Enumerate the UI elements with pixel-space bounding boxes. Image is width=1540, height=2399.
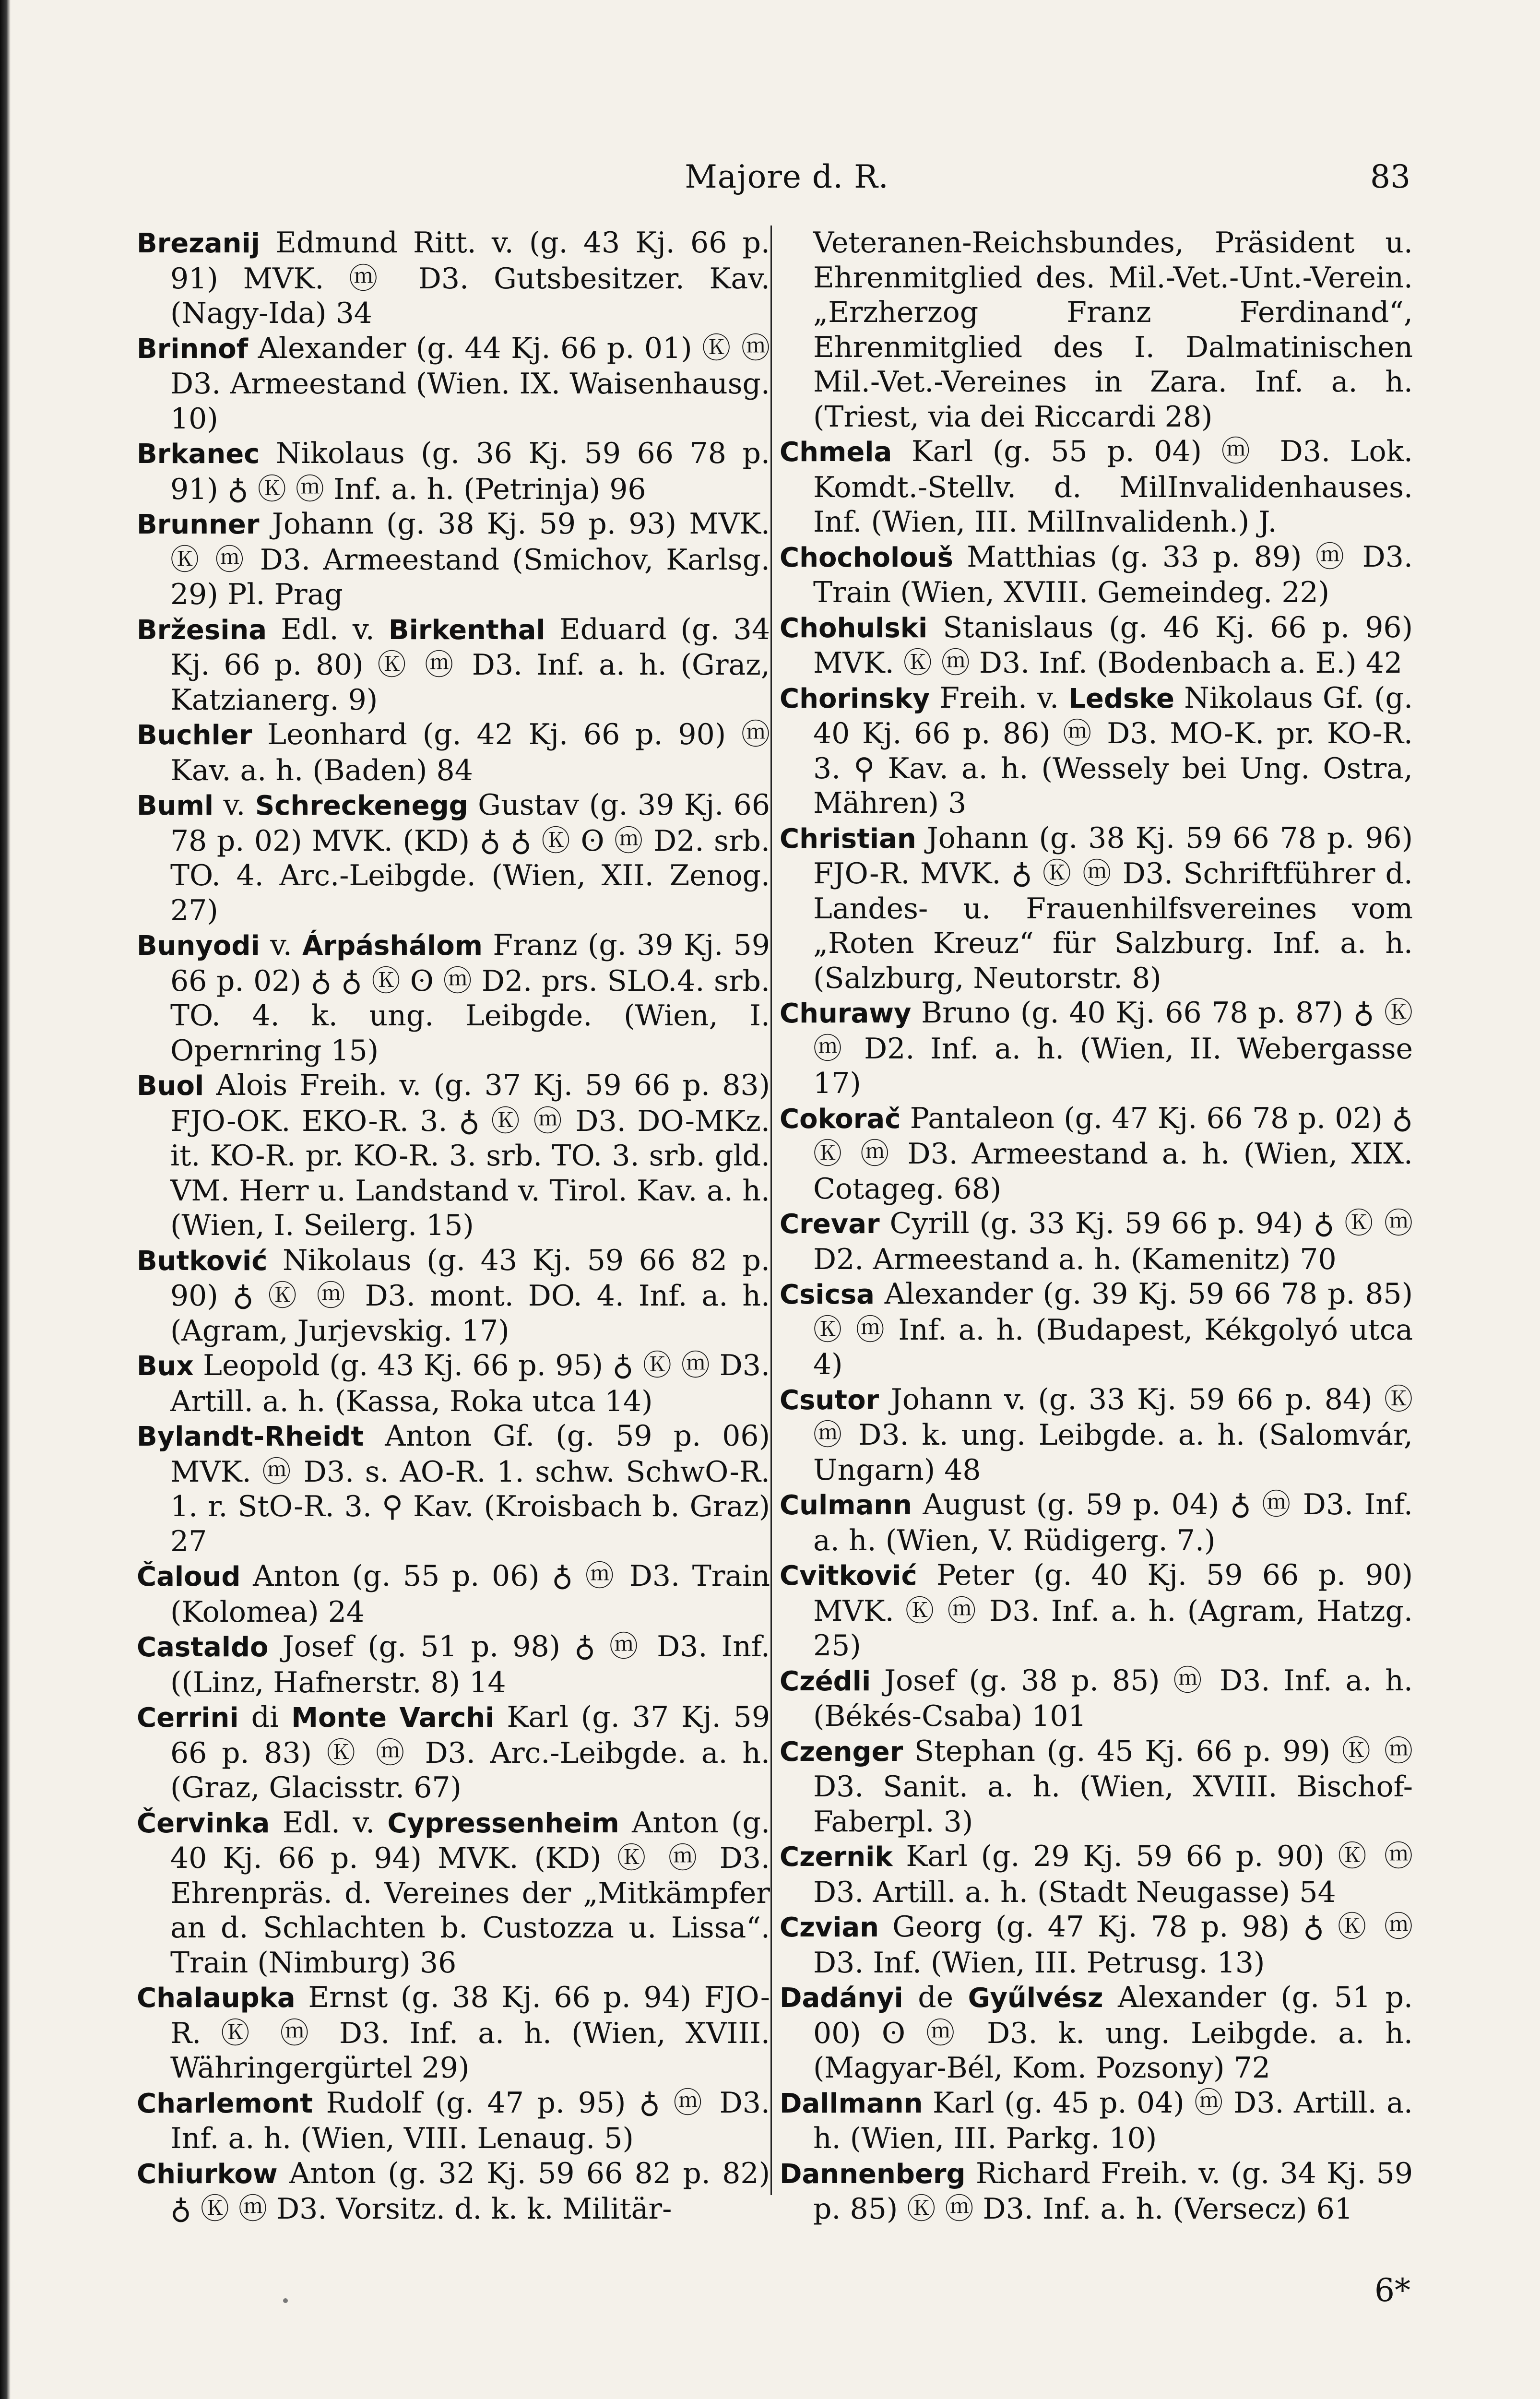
entry-name: Cypressenheim: [387, 1807, 619, 1839]
entry: [137, 1243, 770, 1349]
entry-text: Cyrill (g. 33 Kj. 59 66 p. 94) ♁ Ⓚ ⓜ D2. Armeestand a. h. (Kamenitz) 70: [813, 1207, 1413, 1276]
entry-text: Anton Gf. (g. 59 p. 06) MVK. ⓜ D3. s. AO-R. 1. schw. SchwO-R. 1. r. StO-R. 3. ⚲ Kav. (Kroisbach b. Graz) 27: [170, 1419, 770, 1558]
entry: [137, 612, 770, 718]
entry-text: Leonhard (g. 42 Kj. 66 p. 90) ⓜ Kav. a. h. (Baden) 84: [170, 718, 770, 787]
entry: [137, 2156, 770, 2227]
right-column: [780, 226, 1413, 2227]
entry-text: Karl (g. 55 p. 04) ⓜ D3. Lok. Komdt.-Stellv. d. MilInvalidenhauses. Inf. (Wien, III. MilInvalidenh.) J.: [813, 435, 1413, 539]
entry-text: Richard Freih. v. (g. 34 Kj. 59 p. 85) Ⓚ ⓜ D3. Inf. a. h. (Versecz) 61: [813, 2156, 1413, 2226]
entry: [137, 226, 770, 331]
scan-edge: [0, 0, 11, 2399]
entry-name: Crevar: [780, 1209, 880, 1240]
entry-text: Johann v. (g. 33 Kj. 59 66 p. 84) Ⓚ ⓜ D3. k. ung. Leibgde. a. h. (Salomvár, Ungarn) 48: [813, 1382, 1413, 1487]
entry: [780, 226, 1413, 434]
entry-text: v.: [270, 928, 292, 962]
page-header: [163, 158, 1410, 211]
entry-text: Anton (g. 32 Kj. 59 66 82 p. 82) ♁ Ⓚ ⓜ D3. Vorsitz. d. k. k. Militär-: [170, 2156, 770, 2226]
left-column: [137, 226, 770, 2227]
entry: [137, 1559, 770, 1629]
entry-name: Chocholouš: [780, 542, 953, 573]
entry-name: Brinnof: [137, 333, 249, 365]
entry: [137, 1629, 770, 1700]
entry-text: di: [251, 1700, 279, 1734]
entry-text: Nikolaus (g. 43 Kj. 59 66 82 p. 90) ♁ Ⓚ ⓜ D3. mont. DO. 4. Inf. a. h. (Agram, Jurjevskig. 17): [170, 1243, 770, 1348]
entry-name: Buchler: [137, 720, 252, 751]
entry-text: Gustav (g. 39 Kj. 66 78 p. 02) MVK. (KD) ♁ ♁ Ⓚ ʘ ⓜ D2. srb. TO. 4. Arc.-Leibgde. (Wien, XII. Zenog. 27): [170, 788, 770, 927]
entry-text: Franz (g. 39 Kj. 59 66 p. 02) ♁ ♁ Ⓚ ʘ ⓜ D2. prs. SLO.4. srb. TO. 4. k. ung. Leibgde. (Wien, I. Opernring 15): [170, 928, 770, 1068]
entry: [780, 1487, 1413, 1558]
page-number: 83: [1370, 158, 1410, 195]
stray-dot: [283, 2298, 288, 2303]
entry-name: Christian: [780, 823, 916, 855]
entry-name: Butković: [137, 1245, 268, 1277]
entry-name: Buml: [137, 790, 214, 821]
entry-text: Alexander (g. 44 Kj. 66 p. 01) Ⓚ ⓜ D3. Armeestand (Wien. IX. Waisenhausg. 10): [170, 331, 770, 436]
column-rule: [770, 226, 772, 2195]
entry-name: Brezanij: [137, 228, 260, 259]
entry-text: Nikolaus (g. 36 Kj. 59 66 78 p. 91) ♁ Ⓚ ⓜ Inf. a. h. (Petrinja) 96: [170, 437, 770, 506]
entry-text: Rudolf (g. 47 p. 95) ♁ ⓜ D3. Inf. a. h. (Wien, VIII. Lenaug. 5): [170, 2086, 770, 2155]
entry-text: Peter (g. 40 Kj. 59 66 p. 90) MVK. Ⓚ ⓜ D3. Inf. a. h. (Agram, Hatzg. 25): [813, 1558, 1413, 1663]
entry-text: Ernst (g. 38 Kj. 66 p. 94) FJO-R. Ⓚ ⓜ D3. Inf. a. h. (Wien, XVIII. Währingergürtel 29): [170, 1981, 770, 2085]
entry-text: Stanislaus (g. 46 Kj. 66 p. 96) MVK. Ⓚ ⓜ D3. Inf. (Bodenbach a. E.) 42: [813, 610, 1413, 680]
entry-text: Eduard (g. 34 Kj. 66 p. 80) Ⓚ ⓜ D3. Inf. a. h. (Graz, Katzianerg. 9): [170, 612, 770, 717]
entry-name: Chiurkow: [137, 2158, 278, 2190]
entry-name: Charlemont: [137, 2088, 313, 2119]
entry: [137, 507, 770, 612]
entry-name: Chorinsky: [780, 683, 930, 714]
entry-name: Bux: [137, 1351, 194, 1382]
entry-text: Bruno (g. 40 Kj. 66 78 p. 87) ♁ Ⓚ ⓜ D2. Inf. a. h. (Wien, II. Webergasse 17): [813, 996, 1413, 1100]
entry-text: Freih. v.: [939, 681, 1059, 715]
entry-name: Čaloud: [137, 1561, 241, 1592]
entry: [780, 821, 1413, 996]
entry-text: Johann (g. 38 Kj. 59 66 78 p. 96) FJO-R. MVK. ♁ Ⓚ ⓜ D3. Schriftführer d. Landes- u. Frauenhilfsvereines vom „Roten Kreuz“ für Salzburg. Inf. a. h. (Salzburg, Neutorstr. 8): [813, 821, 1413, 995]
entry: [137, 788, 770, 928]
entry: [780, 1277, 1413, 1382]
entry-name: Ledske: [1068, 683, 1175, 714]
entry-name: Churawy: [780, 998, 912, 1029]
entry-text: Anton (g. 40 Kj. 66 p. 94) MVK. (KD) Ⓚ ⓜ D3. Ehrenpräs. d. Vereines der „Mitkämpfer an d. Schlachten b. Custozza u. Lissa“. Train (Nimburg) 36: [170, 1805, 770, 1980]
entry-name: Árpáshálom: [302, 930, 483, 962]
entry-name: Czenger: [780, 1736, 903, 1768]
entry-text: Georg (g. 47 Kj. 78 p. 98) ♁ Ⓚ ⓜ D3. Inf. (Wien, III. Petrusg. 13): [813, 1910, 1413, 1980]
entry-name: Cokorač: [780, 1103, 901, 1135]
entry: [137, 1700, 770, 1805]
entry-text: Stephan (g. 45 Kj. 66 p. 99) Ⓚ ⓜ D3. Sanit. a. h. (Wien, XVIII. Bischof-Faberpl. 3): [813, 1734, 1413, 1839]
entry: [137, 1068, 770, 1243]
entry-text: Pantaleon (g. 47 Kj. 66 78 p. 02) ♁ Ⓚ ⓜ D3. Armeestand a. h. (Wien, XIX. Cotageg. 68): [813, 1101, 1413, 1206]
entry: [780, 610, 1413, 681]
entry: [780, 2156, 1413, 2227]
entry-text: v.: [223, 788, 246, 822]
entry: [780, 1382, 1413, 1488]
entry: [780, 1980, 1413, 2086]
entry: [780, 1663, 1413, 1734]
entry: [780, 996, 1413, 1101]
entry-name: Dannenberg: [780, 2158, 966, 2190]
entry-text: Veteranen-Reichsbundes, Präsident u. Ehrenmitglied des. Mil.-Vet.-Unt.-Verein. „Erzherzog Franz Ferdinand“, Ehrenmitglied des I. Dalmatinischen Mil.-Vet.-Vereines in Zara. Inf. a. h. (Triest, via dei Riccardi 28): [813, 226, 1413, 434]
entry: [137, 928, 770, 1068]
entry-text: Josef (g. 38 p. 85) ⓜ D3. Inf. a. h. (Békés-Csaba) 101: [813, 1663, 1413, 1733]
entry-name: Bylandt-Rheidt: [137, 1421, 364, 1452]
entry-name: Bunyodi: [137, 930, 260, 962]
entry: [137, 1419, 770, 1559]
running-head: Majore d. R.: [685, 158, 889, 195]
entry-name: Gyűlvész: [968, 1983, 1103, 2014]
entry: [780, 1206, 1413, 1277]
signature-mark: 6*: [1374, 2272, 1410, 2309]
entry-text: Nikolaus Gf. (g. 40 Kj. 66 p. 86) ⓜ D3. MO-K. pr. KO-R. 3. ⚲ Kav. a. h. (Wessely bei Ung. Ostra, Mähren) 3: [813, 681, 1413, 820]
entry-text: August (g. 59 p. 04) ♁ ⓜ D3. Inf. a. h. (Wien, V. Rüdigerg. 7.): [813, 1488, 1413, 1557]
entry-text: Alexander (g. 39 Kj. 59 66 78 p. 85) Ⓚ ⓜ Inf. a. h. (Budapest, Kékgolyó utca 4): [813, 1277, 1413, 1381]
entry-name: Brkanec: [137, 439, 260, 470]
entry-name: Buol: [137, 1070, 204, 1102]
entry-name: Červinka: [137, 1807, 270, 1839]
entry: [780, 681, 1413, 821]
entry-name: Dadányi: [780, 1983, 903, 2014]
entry: [780, 1734, 1413, 1840]
entry-name: Chmela: [780, 437, 892, 468]
entry-text: Karl (g. 37 Kj. 59 66 p. 83) Ⓚ ⓜ D3. Arc.-Leibgde. a. h. (Graz, Glacisstr. 67): [170, 1700, 770, 1805]
entry-text: Edmund Ritt. v. (g. 43 Kj. 66 p. 91) MVK. ⓜ D3. Gutsbesitzer. Kav. (Nagy-Ida) 34: [170, 226, 770, 330]
entry-text: Johann (g. 38 Kj. 59 p. 93) MVK. Ⓚ ⓜ D3. Armeestand (Smichov, Karlsg. 29) Pl. Prag: [170, 507, 770, 611]
entry-name: Csicsa: [780, 1279, 875, 1310]
entry: [780, 1910, 1413, 1980]
entry-name: Bržesina: [137, 614, 267, 646]
entry-name: Csutor: [780, 1384, 879, 1416]
entry-text: Edl. v.: [281, 612, 375, 646]
entry-name: Dallmann: [780, 2088, 923, 2119]
entry-name: Czvian: [780, 1912, 879, 1943]
entry: [780, 434, 1413, 540]
entry-text: Matthias (g. 33 p. 89) ⓜ D3. Train (Wien, XVIII. Gemeindeg. 22): [813, 540, 1413, 609]
entry-name: Cerrini: [137, 1702, 239, 1734]
entry: [137, 2086, 770, 2156]
entry-name: Czernik: [780, 1841, 893, 1873]
entry: [137, 1805, 770, 1981]
entry-name: Chalaupka: [137, 1983, 296, 2014]
entry-name: Cvitković: [780, 1560, 917, 1591]
entry: [137, 436, 770, 507]
entry: [780, 1101, 1413, 1207]
entry-name: Birkenthal: [388, 614, 545, 646]
entry-text: Karl (g. 29 Kj. 59 66 p. 90) Ⓚ ⓜ D3. Artill. a. h. (Stadt Neugasse) 54: [813, 1840, 1413, 1909]
entry-text: de: [918, 1981, 954, 2014]
entry-name: Monte Varchi: [291, 1702, 495, 1734]
entry-text: Leopold (g. 43 Kj. 66 p. 95) ♁ Ⓚ ⓜ D3. Artill. a. h. (Kassa, Roka utca 14): [170, 1349, 770, 1418]
entry-text: Anton (g. 55 p. 06) ♁ ⓜ D3. Train (Kolomea) 24: [170, 1559, 770, 1629]
entry-text: Karl (g. 45 p. 04) ⓜ D3. Artill. a. h. (Wien, III. Parkg. 10): [813, 2086, 1413, 2155]
entry-text: Alois Freih. v. (g. 37 Kj. 59 66 p. 83) FJO-OK. EKO-R. 3. ♁ Ⓚ ⓜ D3. DO-MKz. it. KO-R. pr. KO-R. 3. srb. TO. 3. srb. gld. VM. Herr u. Landstand v. Tirol. Kav. a. h. (Wien, I. Seilerg. 15): [170, 1069, 770, 1242]
entry-name: Schreckenegg: [255, 790, 468, 821]
entry: [137, 1980, 770, 2086]
entry-name: Brunner: [137, 509, 260, 540]
entry: [780, 1839, 1413, 1910]
entry: [780, 2086, 1413, 2156]
entry: [137, 717, 770, 788]
entry: [780, 540, 1413, 610]
entry-text: Edl. v.: [282, 1805, 375, 1840]
entry-text: Josef (g. 51 p. 98) ♁ ⓜ D3. Inf. ((Linz, Hafnerstr. 8) 14: [170, 1630, 770, 1699]
entry-name: Czédli: [780, 1665, 871, 1697]
entry: [780, 1558, 1413, 1663]
entry-name: Culmann: [780, 1490, 912, 1521]
entry-name: Chohulski: [780, 612, 928, 644]
entry: [137, 1348, 770, 1419]
entry-text: Alexander (g. 51 p. 00) ʘ ⓜ D3. k. ung. Leibgde. a. h. (Magyar-Bél, Kom. Pozsony) 72: [813, 1981, 1413, 2085]
entry-name: Castaldo: [137, 1632, 269, 1663]
entry: [137, 331, 770, 437]
